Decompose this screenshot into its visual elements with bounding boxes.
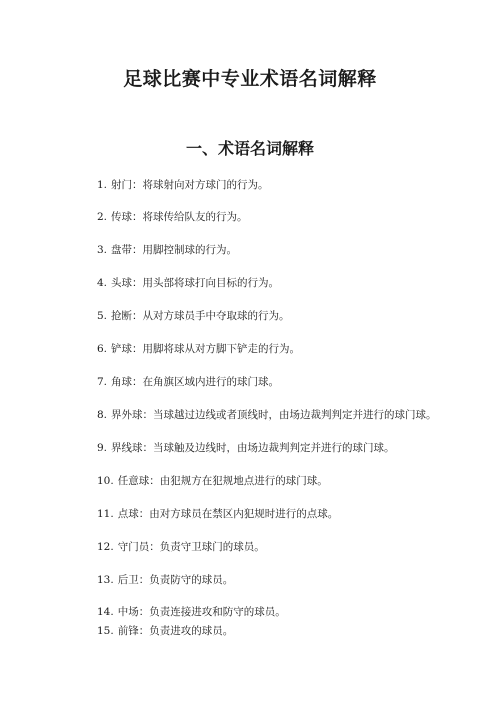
document-title: 足球比赛中专业术语名词解释: [123, 68, 377, 90]
item-text: 中场：负责连接进攻和防守的球员。: [117, 606, 286, 618]
list-item: [97, 408, 437, 422]
item-text: 铲球：用脚将球从对方脚下铲走的行为。: [111, 343, 301, 355]
item-number: 1.: [97, 179, 108, 191]
item-number: 4.: [97, 277, 108, 289]
list-item: [97, 178, 269, 192]
list-item: [97, 243, 237, 257]
list-item: [97, 540, 265, 554]
list-item: [97, 573, 233, 587]
list-item: [97, 605, 286, 619]
item-number: 2.: [97, 211, 108, 223]
item-number: 13.: [97, 574, 114, 586]
item-number: 3.: [97, 244, 108, 256]
item-text: 头球：用头部将球打向目标的行为。: [111, 277, 280, 289]
list-item: [97, 276, 279, 290]
item-number: 15.: [97, 625, 114, 637]
item-number: 11.: [97, 508, 114, 520]
item-number: 10.: [97, 475, 114, 487]
list-item: [97, 474, 328, 488]
item-number: 8.: [97, 409, 108, 421]
item-number: 6.: [97, 343, 108, 355]
item-number: 12.: [97, 541, 114, 553]
item-text: 传球：将球传给队友的行为。: [111, 211, 248, 223]
list-item: [97, 375, 279, 389]
item-text: 角球：在角旗区域内进行的球门球。: [111, 376, 280, 388]
item-number: 9.: [97, 442, 108, 454]
item-number: 14.: [97, 606, 114, 618]
item-text: 后卫：负责防守的球员。: [117, 574, 234, 586]
item-text: 射门：将球射向对方球门的行为。: [111, 179, 269, 191]
item-text: 任意球：由犯规方在犯规地点进行的球门球。: [117, 475, 328, 487]
item-text: 盘带：用脚控制球的行为。: [111, 244, 238, 256]
section-heading: 一、术语名词解释: [185, 139, 314, 158]
item-text: 点球：由对方球员在禁区内犯规时进行的点球。: [117, 508, 339, 520]
list-item: [97, 342, 300, 356]
list-item: [97, 210, 248, 224]
list-item: [97, 309, 290, 323]
item-text: 守门员：负责守卫球门的球员。: [117, 541, 265, 553]
item-number: 7.: [97, 376, 108, 388]
item-number: 5.: [97, 310, 108, 322]
list-item: [97, 624, 233, 638]
item-text: 界外球：当球越过边线或者顶线时，由场边裁判判定并进行的球门球。: [111, 409, 437, 421]
item-text: 抢断：从对方球员手中夺取球的行为。: [111, 310, 290, 322]
list-item: [97, 441, 395, 455]
item-text: 界线球：当球触及边线时，由场边裁判判定并进行的球门球。: [111, 442, 395, 454]
item-text: 前锋：负责进攻的球员。: [117, 625, 234, 637]
list-item: [97, 507, 338, 521]
